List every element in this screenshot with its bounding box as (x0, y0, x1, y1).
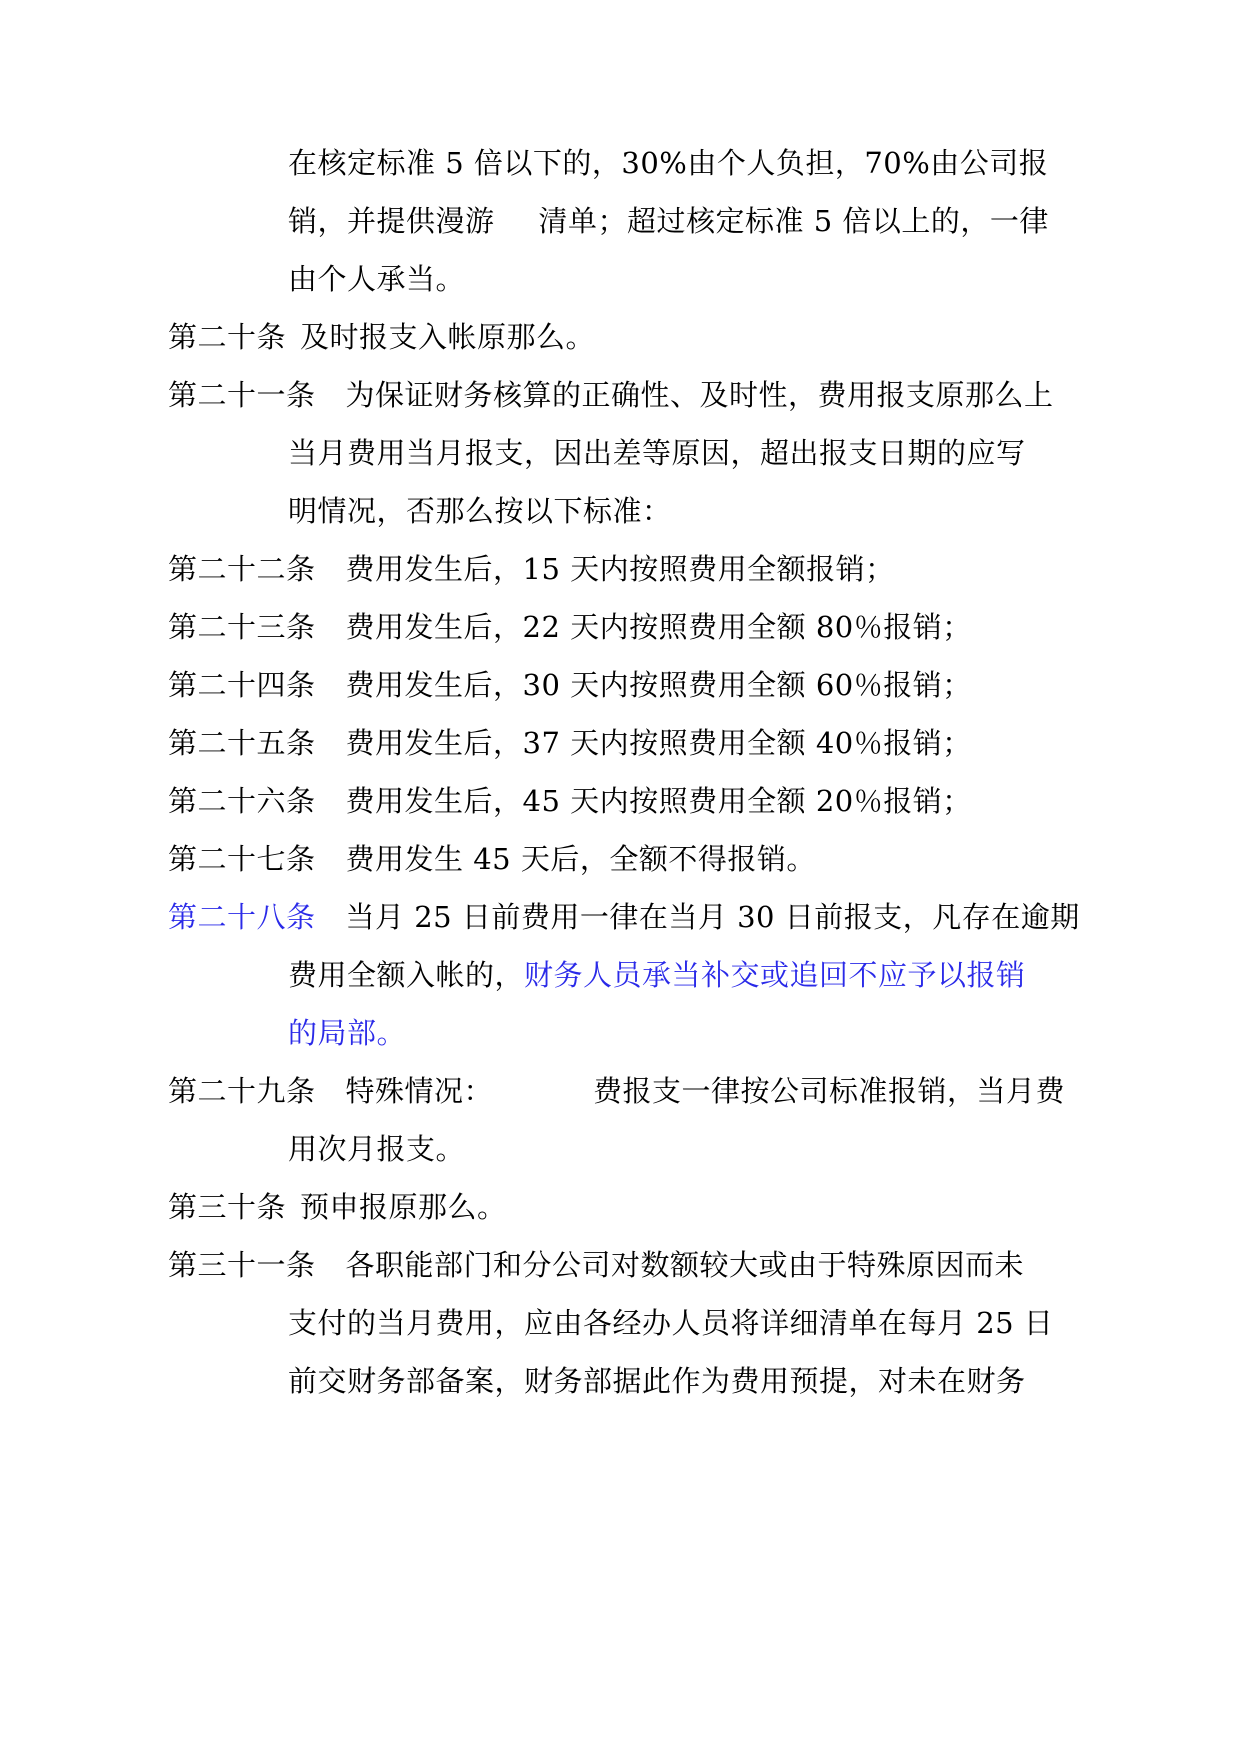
article-label: 第二十条 (168, 320, 287, 354)
article-text: 各职能部门和分公司对数额较大或由于特殊原因而未 (345, 1248, 1025, 1282)
line-text: 明情况，否那么按以下标准： (288, 494, 672, 528)
article-label: 第三十条 (168, 1190, 287, 1224)
article-29 (168, 1071, 1065, 1111)
line-text: 清单；超过核定标准 5 倍以上的，一律 (538, 204, 1049, 238)
article-label: 第二十五条 (168, 726, 316, 760)
article-text: 预申报原那么。 (300, 1190, 507, 1224)
article-text: 特殊情况： (345, 1074, 494, 1108)
line-text: 费用全额入帐的， (288, 958, 525, 992)
article-label: 第二十六条 (168, 784, 316, 818)
article-text: 费用发生后，45 天内按照费用全额 20％报销； (345, 784, 972, 818)
article-22 (168, 549, 895, 589)
article-label: 第二十七条 (168, 842, 316, 876)
article-label: 第二十三条 (168, 610, 316, 644)
highlighted-text: 财务人员承当补交或追回不应予以报销 (524, 958, 1026, 992)
paragraph-line (288, 433, 1026, 473)
article-label: 第二十九条 (168, 1074, 316, 1108)
paragraph-line (288, 1361, 1026, 1401)
highlighted-text: 的局部。 (288, 1016, 407, 1050)
article-31 (168, 1245, 1024, 1285)
article-28 (168, 897, 1080, 937)
article-text: 费用发生 45 天后，全额不得报销。 (345, 842, 816, 876)
paragraph-line (288, 491, 672, 531)
line-text: 支付的当月费用，应由各经办人员将详细清单在每月 25 日 (288, 1306, 1054, 1340)
article-30 (168, 1187, 507, 1227)
line-text: 用次月报支。 (288, 1132, 466, 1166)
article-label: 第二十一条 (168, 378, 316, 412)
article-text: 费用发生后，30 天内按照费用全额 60％报销； (345, 668, 972, 702)
article-text: 费用发生后，37 天内按照费用全额 40％报销； (345, 726, 972, 760)
article-24 (168, 665, 972, 705)
paragraph-line (288, 259, 465, 299)
paragraph-line (288, 1303, 1053, 1343)
article-label: 第二十八条 (168, 900, 316, 934)
article-label: 第二十四条 (168, 668, 316, 702)
article-20 (168, 317, 595, 357)
paragraph-line (288, 143, 1048, 183)
article-27 (168, 839, 816, 879)
article-25 (168, 723, 972, 763)
article-text: 及时报支入帐原那么。 (300, 320, 596, 354)
article-text: 费用发生后，22 天内按照费用全额 80％报销； (345, 610, 972, 644)
article-26 (168, 781, 972, 821)
line-text: 由个人承当。 (288, 262, 466, 296)
line-text: 在核定标准 5 倍以下的，30%由个人负担，70%由公司报 (288, 146, 1049, 180)
article-text: 费用发生后，15 天内按照费用全额报销； (345, 552, 895, 586)
article-label: 第二十二条 (168, 552, 316, 586)
article-text: 为保证财务核算的正确性、及时性，费用报支原那么上 (345, 378, 1054, 412)
paragraph-line (288, 1129, 465, 1169)
article-label: 第三十一条 (168, 1248, 316, 1282)
line-text: 当月费用当月报支，因出差等原因，超出报支日期的应写 (288, 436, 1026, 470)
line-text: 销，并提供漫游 (288, 204, 495, 238)
article-23 (168, 607, 972, 647)
line-text: 前交财务部备案，财务部据此作为费用预提，对未在财务 (288, 1364, 1026, 1398)
paragraph-line (288, 1013, 406, 1053)
article-21 (168, 375, 1054, 415)
paragraph-line (288, 201, 1049, 241)
article-text: 当月 25 日前费用一律在当月 30 日前报支，凡存在逾期 (345, 900, 1080, 934)
article-text-continued: 费报支一律按公司标准报销，当月费 (593, 1074, 1066, 1108)
paragraph-line (288, 955, 1026, 995)
